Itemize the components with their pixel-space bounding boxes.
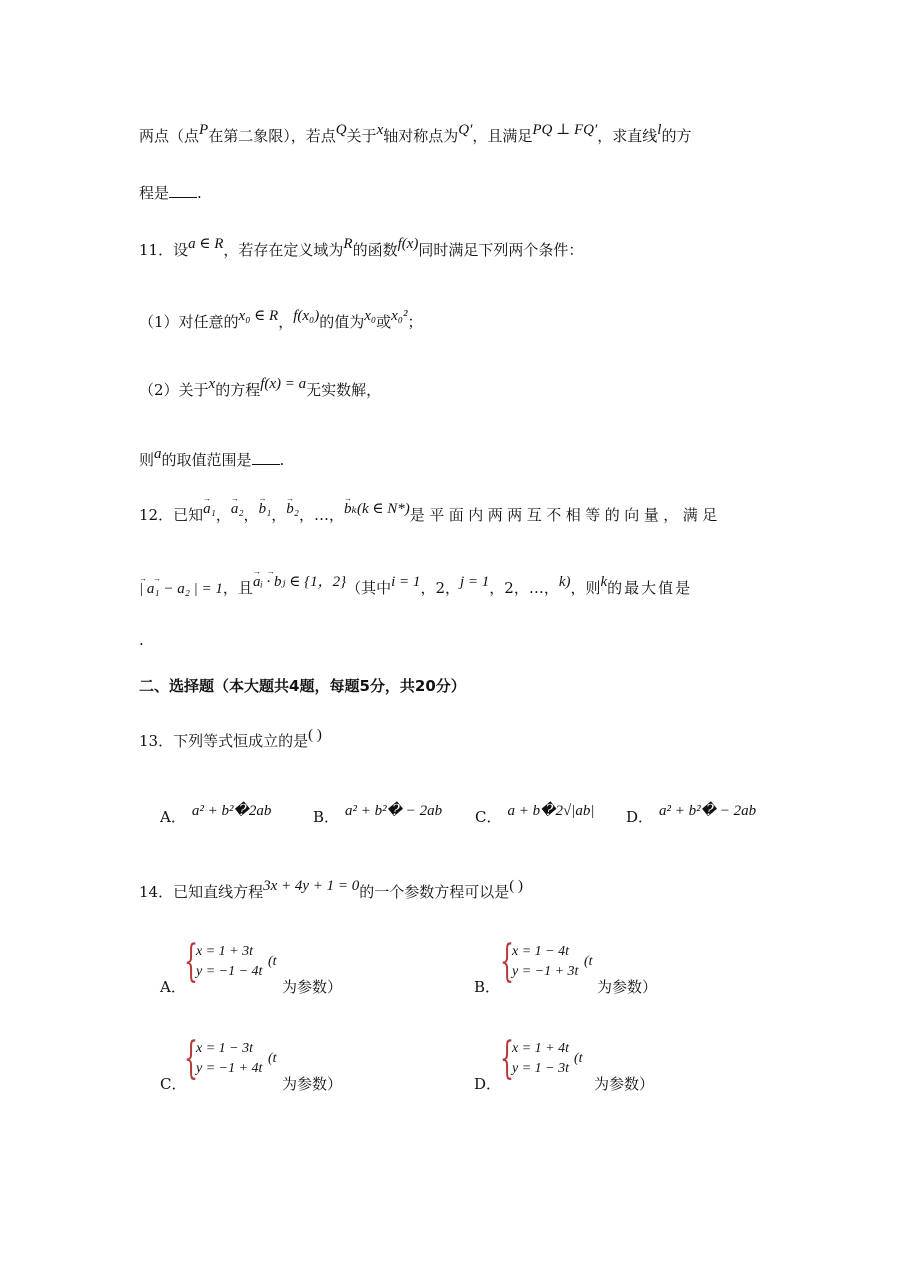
param-var: (t: [268, 1051, 277, 1066]
q14-option-d-param: 为参数）: [594, 1075, 655, 1093]
math-expr: f(x): [397, 236, 419, 252]
math-expr: f(x₀): [293, 308, 320, 324]
text: ，: [271, 506, 287, 524]
param-var: (t: [574, 1051, 583, 1066]
question-number: 12．已知: [139, 506, 204, 524]
text: （1）对任意的: [139, 313, 239, 331]
text: ，2，…，: [489, 579, 559, 597]
math-expr: a ∈ R: [188, 236, 224, 252]
q11-end: [139, 446, 285, 471]
q14-option-a-param: 为参数）: [282, 978, 343, 996]
text: 轴对称点为: [383, 127, 459, 145]
q13-option-d: [626, 803, 757, 827]
math-var: a: [154, 446, 162, 462]
q13-option-c: [475, 803, 595, 827]
text: 的函数: [352, 241, 398, 259]
text: 的取值范围是: [161, 451, 252, 469]
math-var: P: [199, 122, 209, 138]
text: …，: [314, 506, 345, 524]
math-expr: j = 1: [459, 574, 490, 590]
text: ，: [299, 506, 315, 524]
option-expr: a + b�2√|ab|: [507, 803, 595, 819]
answer-paren: ( ): [308, 727, 322, 743]
equation-row: x = 1 − 3t: [196, 1041, 253, 1056]
brace-icon: {: [500, 1033, 514, 1084]
text: （其中: [346, 579, 392, 597]
text: .: [139, 631, 144, 649]
q14-option-b-label: B．: [474, 978, 501, 996]
text: ，: [243, 506, 259, 524]
equation-row: x = 1 + 4t: [512, 1041, 569, 1056]
abs-expr: → → | a₁ − a₂ | = 1: [139, 574, 223, 597]
text: （2）关于: [139, 381, 209, 399]
question-number: 13．下列等式恒成立的是: [139, 732, 309, 750]
q14-option-c-param: 为参数）: [282, 1075, 343, 1093]
text: ，且满足: [472, 127, 533, 145]
text: 关于: [346, 127, 377, 145]
math-var: x: [208, 376, 216, 392]
brace-icon: {: [184, 936, 198, 987]
param-var: (t: [268, 954, 277, 969]
vector-a1: → a₁: [203, 494, 216, 517]
answer-paren: ( ): [509, 878, 524, 894]
q14-option-b-param: 为参数）: [597, 978, 658, 996]
q11-condition-2: [139, 376, 382, 401]
option-label: C．: [475, 808, 502, 826]
text: ，若存在定义域为: [223, 241, 344, 259]
dot-expr: → → aᵢ · bⱼ ∈ {1，2}: [252, 567, 347, 590]
text: 的方程: [215, 381, 261, 399]
q14-option-c-label: C．: [160, 1075, 187, 1093]
equation-row: y = −1 − 4t: [196, 964, 263, 979]
math-var: l: [657, 122, 662, 138]
question-number: 11．设: [139, 241, 189, 259]
text: 程是: [139, 184, 170, 202]
text: .: [279, 451, 285, 469]
text: .: [197, 184, 202, 202]
text: ，2，: [420, 579, 460, 597]
text: 的最大值是: [607, 579, 693, 597]
math-expr: i = 1: [391, 574, 421, 590]
q14-stem: [139, 878, 524, 903]
equation-row: y = −1 + 4t: [196, 1061, 263, 1076]
option-label: A．: [160, 808, 186, 826]
text: 则: [139, 451, 155, 469]
math-var: k: [600, 574, 608, 590]
vector-bk: → bₖ(k ∈ N*): [344, 494, 410, 517]
text: 两点（点: [139, 127, 200, 145]
math-expr: PQ ⊥ FQ′: [532, 122, 598, 138]
question-number: 14．已知直线方程: [139, 883, 264, 901]
option-expr: a² + b²�2ab: [191, 803, 272, 819]
text: ，求直线: [597, 127, 658, 145]
q14-option-a-label: A．: [160, 978, 186, 996]
math-expr: k): [558, 574, 571, 590]
option-label: D．: [626, 808, 654, 826]
q13-option-b: [313, 803, 443, 827]
text: 无实数解，: [306, 381, 382, 399]
equation-row: x = 1 − 4t: [512, 944, 569, 959]
text: ，则: [570, 579, 601, 597]
q11-condition-1: [139, 308, 423, 333]
math-var: R: [343, 236, 353, 252]
q10-line-1: [139, 122, 692, 147]
vector-b2: → b₂: [286, 494, 300, 517]
text: ，: [215, 506, 231, 524]
text: 或: [376, 313, 392, 331]
vector-b1: → b₁: [258, 494, 272, 517]
q14-option-d-label: D．: [474, 1075, 502, 1093]
text: 在第二象限），若点: [208, 127, 336, 145]
math-expr: f(x) = a: [260, 376, 307, 392]
option-label: B．: [313, 808, 340, 826]
option-expr: a² + b²� − 2ab: [659, 803, 757, 819]
math-expr: 3x + 4y + 1 = 0: [263, 878, 360, 894]
text: 是平面内两两互不相等的向量，满足: [409, 506, 722, 524]
q10-line-2: [139, 183, 202, 203]
equation-row: x = 1 + 3t: [196, 944, 253, 959]
brace-icon: {: [500, 936, 514, 987]
q12-line-2: [139, 567, 693, 599]
answer-blank: [169, 183, 197, 198]
param-var: (t: [584, 954, 593, 969]
math-var: Q: [335, 122, 347, 138]
equation-row: y = −1 + 3t: [512, 964, 579, 979]
option-expr: a² + b²� − 2ab: [345, 803, 443, 819]
math-var: x₀: [364, 308, 377, 324]
vector-a2: → a₂: [230, 494, 244, 517]
text: ；: [407, 313, 423, 331]
q13-stem: [139, 727, 322, 752]
math-var: x: [376, 122, 384, 138]
math-var: Q′: [458, 122, 473, 138]
brace-icon: {: [184, 1033, 198, 1084]
equation-row: y = 1 − 3t: [512, 1061, 569, 1076]
math-expr: x₀²: [391, 308, 408, 324]
q11-stem: [139, 236, 584, 261]
text: ，且: [222, 579, 253, 597]
q12-line-1: [139, 494, 722, 526]
text: 同时满足下列两个条件：: [418, 241, 584, 259]
text: 的一个参数方程可以是: [359, 883, 510, 901]
text: ，: [278, 313, 294, 331]
q12-end: [139, 630, 144, 650]
math-expr: x₀ ∈ R: [238, 308, 279, 324]
text: 的方: [661, 127, 692, 145]
q13-option-a: [160, 803, 272, 827]
text: 的值为: [319, 313, 365, 331]
answer-blank: [252, 450, 280, 465]
section-heading: 二、选择题（本大题共4题，每题5分，共20分）: [139, 677, 466, 695]
